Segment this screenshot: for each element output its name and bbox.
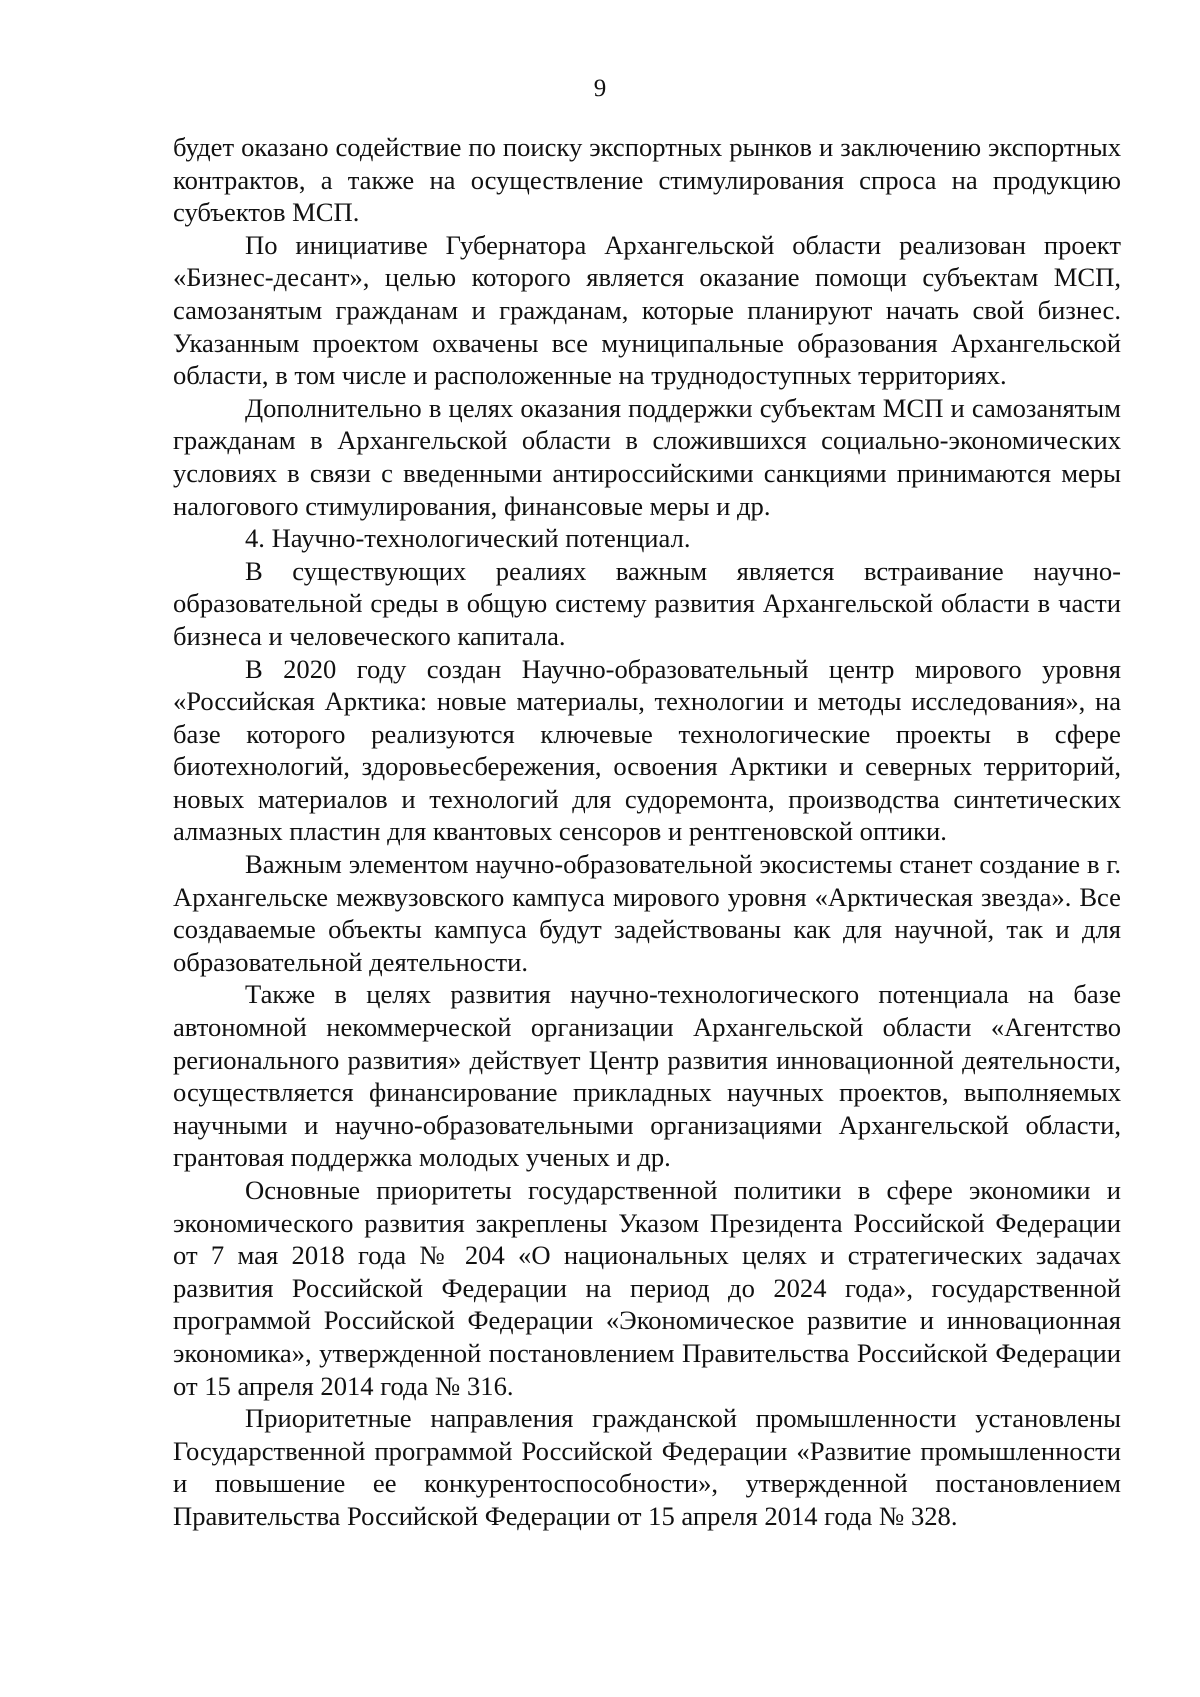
paragraph-innovation-center: Также в целях развития научно-технологического потенциала на базе автономной некоммерческой организации Архангельской области «Агентство регионального развития» действует Центр развития инновационной деятельности, осуществляется финансирование прикладных научных проектов, выполняемых научными и научно-образовательными организациями Архангельской области, грантовая поддержка молодых ученых и др. <box>173 979 1121 1173</box>
paragraph-campus: Важным элементом научно-образовательной экосистемы станет создание в г. Архангельске межвузовского кампуса мирового уровня «Арктическая звезда». Все создаваемые объекты кампуса будут задействованы как для научной, так и для образовательной деятельности. <box>173 849 1121 977</box>
paragraph-industry-priorities: Приоритетные направления гражданской промышленности установлены Государственной программой Российской Федерации «Развитие промышленности и повышение ее конкурентоспособности», утвержденной постановлением Правительства Российской Федерации от 15 апреля 2014 года № 328. <box>173 1403 1121 1531</box>
section-heading-science-potential: 4. Научно-технологический потенциал. <box>245 523 691 554</box>
paragraph-additional-support: Дополнительно в целях оказания поддержки субъектам МСП и самозанятым гражданам в Архангельской области в сложившихся социально-экономических условиях в связи с введенными антироссийскими санкциями принимаются меры налогового стимулирования, финансовые меры и др. <box>173 392 1121 521</box>
paragraph-business-desant: По инициативе Губернатора Архангельской области реализован проект «Бизнес-десант», целью которого является оказание помощи субъектам МСП, самозанятым гражданам и гражданам, которые планируют начать свой бизнес. Указанным проектом охвачены все муниципальные образования Архангельской области, в том числе и расположенные на труднодоступных территориях. <box>173 229 1121 391</box>
page-number: 9 <box>593 75 607 102</box>
paragraph-science-center: В 2020 году создан Научно-образовательный центр мирового уровня «Российская Арктика: новые материалы, технологии и методы исследования», на базе которого реализуются ключевые технологические проекты в сфере биотехнологий, здоровьесбережения, освоения Арктики и северных территорий, новых материалов и технологий для судоремонта, производства синтетических алмазных пластин для квантовых сенсоров и рентгеновской оптики. <box>173 653 1121 847</box>
paragraph-state-policy: Основные приоритеты государственной политики в сфере экономики и экономического развития закреплены Указом Президента Российской Федерации от 7 мая 2018 года № 204 «О национальных целях и стратегических задачах развития Российской Федерации на период до 2024 года», государственной программой Российской Федерации «Экономическое развитие и инновационная экономика», утвержденной постановлением Правительства Российской Федерации от 15 апреля 2014 года № 316. <box>173 1175 1121 1401</box>
paragraph-export-support: будет оказано содействие по поиску экспортных рынков и заключению экспортных контрактов, а также на осуществление стимулирования спроса на продукцию субъектов МСП. <box>173 132 1121 228</box>
paragraph-science-integration: В существующих реалиях важным является встраивание научно-образовательной среды в общую систему развития Архангельской области в части бизнеса и человеческого капитала. <box>173 555 1121 651</box>
document-body <box>173 131 1121 1533</box>
